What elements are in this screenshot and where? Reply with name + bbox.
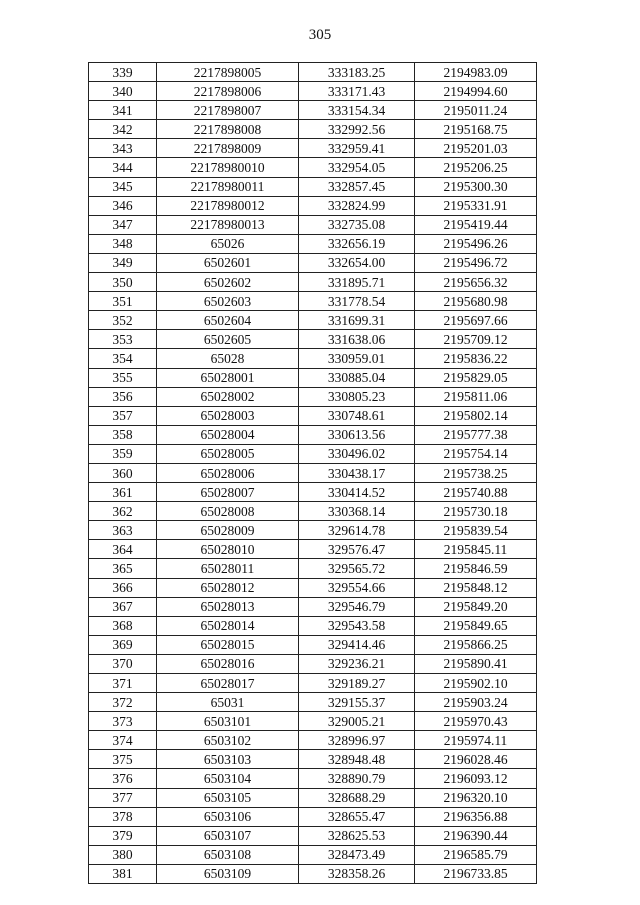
y-coordinate-cell: 2195839.54 [415,521,537,540]
row-index-cell: 372 [89,693,157,712]
row-index-cell: 350 [89,273,157,292]
table-row [89,521,537,540]
row-index-cell: 368 [89,616,157,635]
x-coordinate-cell: 330438.17 [299,463,415,482]
y-coordinate-cell: 2196356.88 [415,807,537,826]
point-id-cell: 65028016 [157,654,299,673]
y-coordinate-cell: 2195496.72 [415,253,537,272]
row-index-cell: 343 [89,139,157,158]
table-row [89,788,537,807]
y-coordinate-cell: 2194983.09 [415,63,537,82]
table-row [89,807,537,826]
table-row [89,349,537,368]
row-index-cell: 375 [89,750,157,769]
table-row [89,63,537,82]
table-row [89,750,537,769]
point-id-cell: 6502602 [157,273,299,292]
table-row [89,177,537,196]
y-coordinate-cell: 2196733.85 [415,864,537,883]
row-index-cell: 354 [89,349,157,368]
point-id-cell: 6503102 [157,731,299,750]
table-row [89,253,537,272]
row-index-cell: 377 [89,788,157,807]
point-id-cell: 65026 [157,234,299,253]
point-id-cell: 22178980010 [157,158,299,177]
y-coordinate-cell: 2195849.65 [415,616,537,635]
table-row [89,425,537,444]
point-id-cell: 65028011 [157,559,299,578]
table-row [89,234,537,253]
table-row [89,311,537,330]
table-row [89,215,537,234]
point-id-cell: 22178980013 [157,215,299,234]
page-number: 305 [308,27,332,43]
x-coordinate-cell: 331778.54 [299,292,415,311]
x-coordinate-cell: 329155.37 [299,693,415,712]
y-coordinate-cell: 2195846.59 [415,559,537,578]
coordinates-table-body [89,63,537,884]
x-coordinate-cell: 329554.66 [299,578,415,597]
table-row [89,101,537,120]
row-index-cell: 348 [89,234,157,253]
row-index-cell: 380 [89,845,157,864]
y-coordinate-cell: 2195730.18 [415,502,537,521]
y-coordinate-cell: 2195802.14 [415,406,537,425]
row-index-cell: 378 [89,807,157,826]
y-coordinate-cell: 2196390.44 [415,826,537,845]
row-index-cell: 381 [89,864,157,883]
x-coordinate-cell: 328625.53 [299,826,415,845]
point-id-cell: 6503106 [157,807,299,826]
row-index-cell: 373 [89,712,157,731]
x-coordinate-cell: 333171.43 [299,82,415,101]
point-id-cell: 6503101 [157,712,299,731]
x-coordinate-cell: 332656.19 [299,234,415,253]
row-index-cell: 360 [89,463,157,482]
point-id-cell: 65028001 [157,368,299,387]
x-coordinate-cell: 329236.21 [299,654,415,673]
point-id-cell: 65028010 [157,540,299,559]
point-id-cell: 6502604 [157,311,299,330]
x-coordinate-cell: 329005.21 [299,712,415,731]
y-coordinate-cell: 2195754.14 [415,444,537,463]
point-id-cell: 22178980012 [157,196,299,215]
table-row [89,483,537,502]
point-id-cell: 6503107 [157,826,299,845]
table-row [89,559,537,578]
y-coordinate-cell: 2194994.60 [415,82,537,101]
y-coordinate-cell: 2195740.88 [415,483,537,502]
y-coordinate-cell: 2196320.10 [415,788,537,807]
point-id-cell: 6503105 [157,788,299,807]
table-row [89,502,537,521]
x-coordinate-cell: 329543.58 [299,616,415,635]
table-row [89,674,537,693]
x-coordinate-cell: 328996.97 [299,731,415,750]
row-index-cell: 376 [89,769,157,788]
table-row [89,769,537,788]
table-row [89,292,537,311]
table-row [89,120,537,139]
y-coordinate-cell: 2195903.24 [415,693,537,712]
row-index-cell: 379 [89,826,157,845]
row-index-cell: 357 [89,406,157,425]
table-row [89,731,537,750]
table-row [89,368,537,387]
y-coordinate-cell: 2195709.12 [415,330,537,349]
row-index-cell: 345 [89,177,157,196]
row-index-cell: 346 [89,196,157,215]
y-coordinate-cell: 2195011.24 [415,101,537,120]
x-coordinate-cell: 333154.34 [299,101,415,120]
y-coordinate-cell: 2195656.32 [415,273,537,292]
x-coordinate-cell: 330748.61 [299,406,415,425]
point-id-cell: 6503109 [157,864,299,883]
y-coordinate-cell: 2195738.25 [415,463,537,482]
point-id-cell: 2217898009 [157,139,299,158]
row-index-cell: 353 [89,330,157,349]
x-coordinate-cell: 332959.41 [299,139,415,158]
y-coordinate-cell: 2196585.79 [415,845,537,864]
x-coordinate-cell: 330959.01 [299,349,415,368]
table-row [89,196,537,215]
row-index-cell: 356 [89,387,157,406]
table-row [89,158,537,177]
x-coordinate-cell: 330805.23 [299,387,415,406]
table-row [89,693,537,712]
row-index-cell: 367 [89,597,157,616]
y-coordinate-cell: 2195970.43 [415,712,537,731]
row-index-cell: 364 [89,540,157,559]
x-coordinate-cell: 329576.47 [299,540,415,559]
x-coordinate-cell: 332654.00 [299,253,415,272]
point-id-cell: 65031 [157,693,299,712]
coordinates-table [88,62,537,884]
point-id-cell: 65028002 [157,387,299,406]
table-row [89,654,537,673]
row-index-cell: 371 [89,674,157,693]
x-coordinate-cell: 330414.52 [299,483,415,502]
x-coordinate-cell: 329414.46 [299,635,415,654]
point-id-cell: 65028013 [157,597,299,616]
x-coordinate-cell: 329546.79 [299,597,415,616]
table-row [89,139,537,158]
row-index-cell: 358 [89,425,157,444]
row-index-cell: 341 [89,101,157,120]
x-coordinate-cell: 332735.08 [299,215,415,234]
table-row [89,406,537,425]
point-id-cell: 6503103 [157,750,299,769]
y-coordinate-cell: 2195836.22 [415,349,537,368]
row-index-cell: 369 [89,635,157,654]
y-coordinate-cell: 2195419.44 [415,215,537,234]
point-id-cell: 65028014 [157,616,299,635]
x-coordinate-cell: 328655.47 [299,807,415,826]
table-row [89,845,537,864]
y-coordinate-cell: 2195777.38 [415,425,537,444]
x-coordinate-cell: 330368.14 [299,502,415,521]
table-row [89,387,537,406]
y-coordinate-cell: 2196093.12 [415,769,537,788]
x-coordinate-cell: 328948.48 [299,750,415,769]
table-row [89,330,537,349]
y-coordinate-cell: 2195848.12 [415,578,537,597]
y-coordinate-cell: 2195496.26 [415,234,537,253]
row-index-cell: 344 [89,158,157,177]
y-coordinate-cell: 2195866.25 [415,635,537,654]
point-id-cell: 65028015 [157,635,299,654]
table-row [89,616,537,635]
row-index-cell: 359 [89,444,157,463]
x-coordinate-cell: 332857.45 [299,177,415,196]
point-id-cell: 65028012 [157,578,299,597]
x-coordinate-cell: 328473.49 [299,845,415,864]
point-id-cell: 6502605 [157,330,299,349]
table-row [89,864,537,883]
x-coordinate-cell: 330885.04 [299,368,415,387]
point-id-cell: 65028006 [157,463,299,482]
point-id-cell: 65028007 [157,483,299,502]
row-index-cell: 363 [89,521,157,540]
y-coordinate-cell: 2195845.11 [415,540,537,559]
row-index-cell: 339 [89,63,157,82]
point-id-cell: 65028009 [157,521,299,540]
point-id-cell: 65028003 [157,406,299,425]
table-row [89,712,537,731]
x-coordinate-cell: 333183.25 [299,63,415,82]
point-id-cell: 6502601 [157,253,299,272]
row-index-cell: 351 [89,292,157,311]
point-id-cell: 65028005 [157,444,299,463]
y-coordinate-cell: 2195331.91 [415,196,537,215]
table-row [89,597,537,616]
x-coordinate-cell: 328890.79 [299,769,415,788]
row-index-cell: 352 [89,311,157,330]
x-coordinate-cell: 332954.05 [299,158,415,177]
x-coordinate-cell: 329189.27 [299,674,415,693]
y-coordinate-cell: 2195680.98 [415,292,537,311]
row-index-cell: 370 [89,654,157,673]
row-index-cell: 340 [89,82,157,101]
point-id-cell: 2217898007 [157,101,299,120]
row-index-cell: 342 [89,120,157,139]
row-index-cell: 366 [89,578,157,597]
x-coordinate-cell: 328358.26 [299,864,415,883]
point-id-cell: 6502603 [157,292,299,311]
row-index-cell: 362 [89,502,157,521]
table-row [89,635,537,654]
x-coordinate-cell: 332992.56 [299,120,415,139]
table-row [89,444,537,463]
y-coordinate-cell: 2196028.46 [415,750,537,769]
y-coordinate-cell: 2195974.11 [415,731,537,750]
y-coordinate-cell: 2195849.20 [415,597,537,616]
y-coordinate-cell: 2195890.41 [415,654,537,673]
x-coordinate-cell: 330613.56 [299,425,415,444]
point-id-cell: 6503104 [157,769,299,788]
y-coordinate-cell: 2195902.10 [415,674,537,693]
point-id-cell: 2217898008 [157,120,299,139]
point-id-cell: 6503108 [157,845,299,864]
table-row [89,540,537,559]
table-row [89,578,537,597]
row-index-cell: 355 [89,368,157,387]
y-coordinate-cell: 2195829.05 [415,368,537,387]
y-coordinate-cell: 2195300.30 [415,177,537,196]
x-coordinate-cell: 332824.99 [299,196,415,215]
y-coordinate-cell: 2195168.75 [415,120,537,139]
point-id-cell: 2217898006 [157,82,299,101]
table-row [89,82,537,101]
point-id-cell: 22178980011 [157,177,299,196]
x-coordinate-cell: 329614.78 [299,521,415,540]
x-coordinate-cell: 331699.31 [299,311,415,330]
row-index-cell: 347 [89,215,157,234]
x-coordinate-cell: 331638.06 [299,330,415,349]
y-coordinate-cell: 2195811.06 [415,387,537,406]
table-row [89,273,537,292]
x-coordinate-cell: 329565.72 [299,559,415,578]
point-id-cell: 65028017 [157,674,299,693]
x-coordinate-cell: 328688.29 [299,788,415,807]
point-id-cell: 65028 [157,349,299,368]
table-row [89,463,537,482]
y-coordinate-cell: 2195201.03 [415,139,537,158]
row-index-cell: 349 [89,253,157,272]
table-row [89,826,537,845]
row-index-cell: 374 [89,731,157,750]
point-id-cell: 65028004 [157,425,299,444]
x-coordinate-cell: 331895.71 [299,273,415,292]
row-index-cell: 365 [89,559,157,578]
point-id-cell: 2217898005 [157,63,299,82]
y-coordinate-cell: 2195206.25 [415,158,537,177]
x-coordinate-cell: 330496.02 [299,444,415,463]
point-id-cell: 65028008 [157,502,299,521]
y-coordinate-cell: 2195697.66 [415,311,537,330]
row-index-cell: 361 [89,483,157,502]
